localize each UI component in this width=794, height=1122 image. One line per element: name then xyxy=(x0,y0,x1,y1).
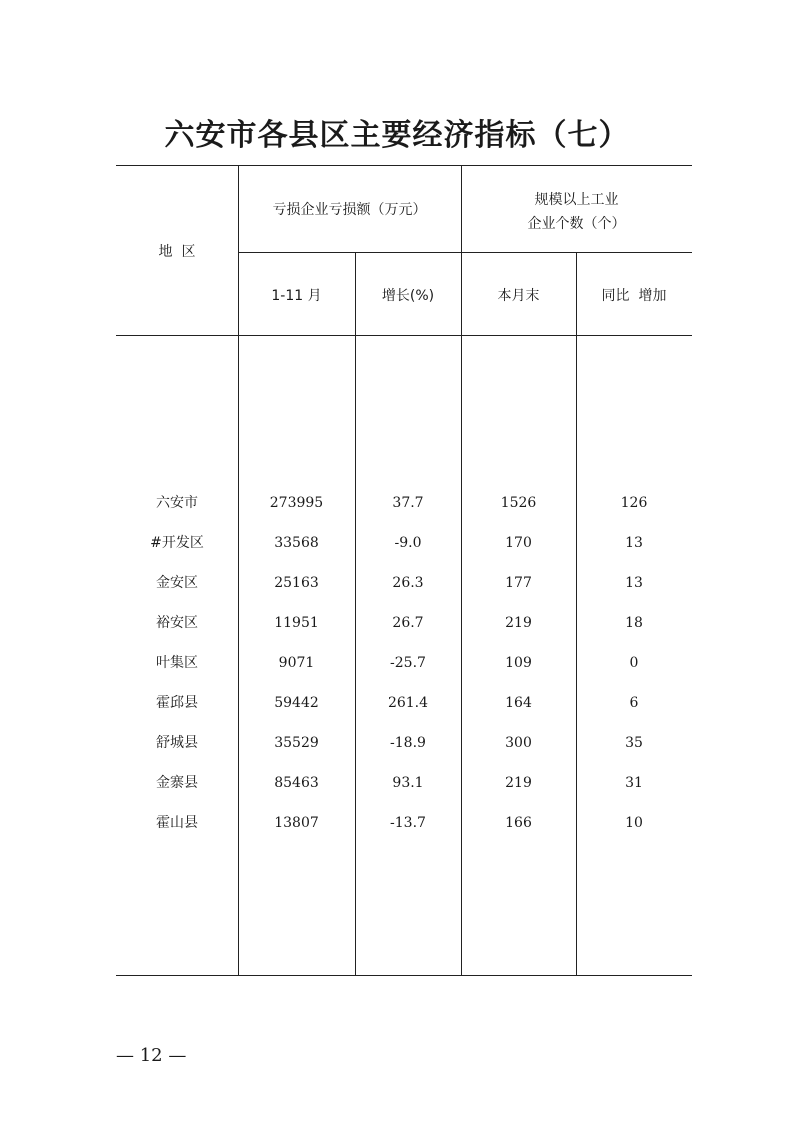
header-col-month-end: 本月末 xyxy=(497,288,540,304)
cell-yoy-increase: 0 xyxy=(629,655,639,671)
cell-growth: -18.9 xyxy=(390,735,426,751)
header-col-period: 1-11 月 xyxy=(271,288,322,304)
cell-growth: 37.7 xyxy=(392,495,424,511)
cell-loss-amount: 59442 xyxy=(274,695,319,711)
cell-region: #开发区 xyxy=(150,535,204,551)
cell-growth: 26.7 xyxy=(392,615,424,631)
cell-yoy-increase: 35 xyxy=(625,735,643,751)
cell-growth: -13.7 xyxy=(390,815,426,831)
cell-loss-amount: 9071 xyxy=(278,655,315,671)
cell-growth: 26.3 xyxy=(392,575,424,591)
header-enterprise-group-line2: 企业个数（个） xyxy=(527,216,626,232)
cell-enterprise-count: 109 xyxy=(505,655,532,671)
page-title: 六安市各县区主要经济指标（七） xyxy=(164,118,630,153)
cell-region: 金安区 xyxy=(156,575,198,591)
cell-loss-amount: 11951 xyxy=(274,615,319,631)
cell-loss-amount: 33568 xyxy=(274,535,319,551)
cell-yoy-increase: 13 xyxy=(625,535,643,551)
cell-enterprise-count: 164 xyxy=(505,695,532,711)
cell-enterprise-count: 177 xyxy=(505,575,532,591)
cell-region: 六安市 xyxy=(156,495,198,511)
cell-enterprise-count: 219 xyxy=(505,775,532,791)
cell-region: 金寨县 xyxy=(156,775,198,791)
cell-region: 舒城县 xyxy=(156,735,198,751)
cell-loss-amount: 35529 xyxy=(274,735,319,751)
cell-yoy-increase: 10 xyxy=(625,815,643,831)
cell-region: 霍邱县 xyxy=(156,695,198,711)
cell-yoy-increase: 13 xyxy=(625,575,643,591)
cell-enterprise-count: 1526 xyxy=(500,495,537,511)
header-enterprise-group-line1: 规模以上工业 xyxy=(534,192,619,208)
page-number: — 12 — xyxy=(116,1045,187,1066)
cell-yoy-increase: 126 xyxy=(620,495,648,511)
cell-growth: 93.1 xyxy=(392,775,424,791)
cell-region: 霍山县 xyxy=(156,815,198,831)
cell-growth: -9.0 xyxy=(394,535,422,551)
cell-yoy-increase: 18 xyxy=(625,615,643,631)
header-region: 地 区 xyxy=(158,244,196,260)
header-loss-group: 亏损企业亏损额（万元） xyxy=(272,202,427,218)
cell-enterprise-count: 219 xyxy=(505,615,532,631)
cell-yoy-increase: 31 xyxy=(625,775,643,791)
cell-enterprise-count: 170 xyxy=(505,535,532,551)
cell-growth: 261.4 xyxy=(387,695,429,711)
cell-loss-amount: 25163 xyxy=(274,575,319,591)
header-bottom-rule xyxy=(116,335,692,336)
cell-loss-amount: 13807 xyxy=(274,815,319,831)
cell-loss-amount: 85463 xyxy=(274,775,319,791)
header-divider xyxy=(238,252,692,253)
cell-region: 叶集区 xyxy=(156,655,198,671)
header-col-growth: 增长(%) xyxy=(381,288,435,304)
cell-region: 裕安区 xyxy=(156,615,198,631)
cell-enterprise-count: 300 xyxy=(505,735,532,751)
cell-enterprise-count: 166 xyxy=(505,815,532,831)
table-bottom-rule xyxy=(116,975,692,976)
cell-growth: -25.7 xyxy=(390,655,426,671)
cell-yoy-increase: 6 xyxy=(629,695,639,711)
cell-loss-amount: 273995 xyxy=(269,495,324,511)
header-col-yoy-increase: 同比 增加 xyxy=(601,288,667,304)
table-top-rule xyxy=(116,165,692,166)
